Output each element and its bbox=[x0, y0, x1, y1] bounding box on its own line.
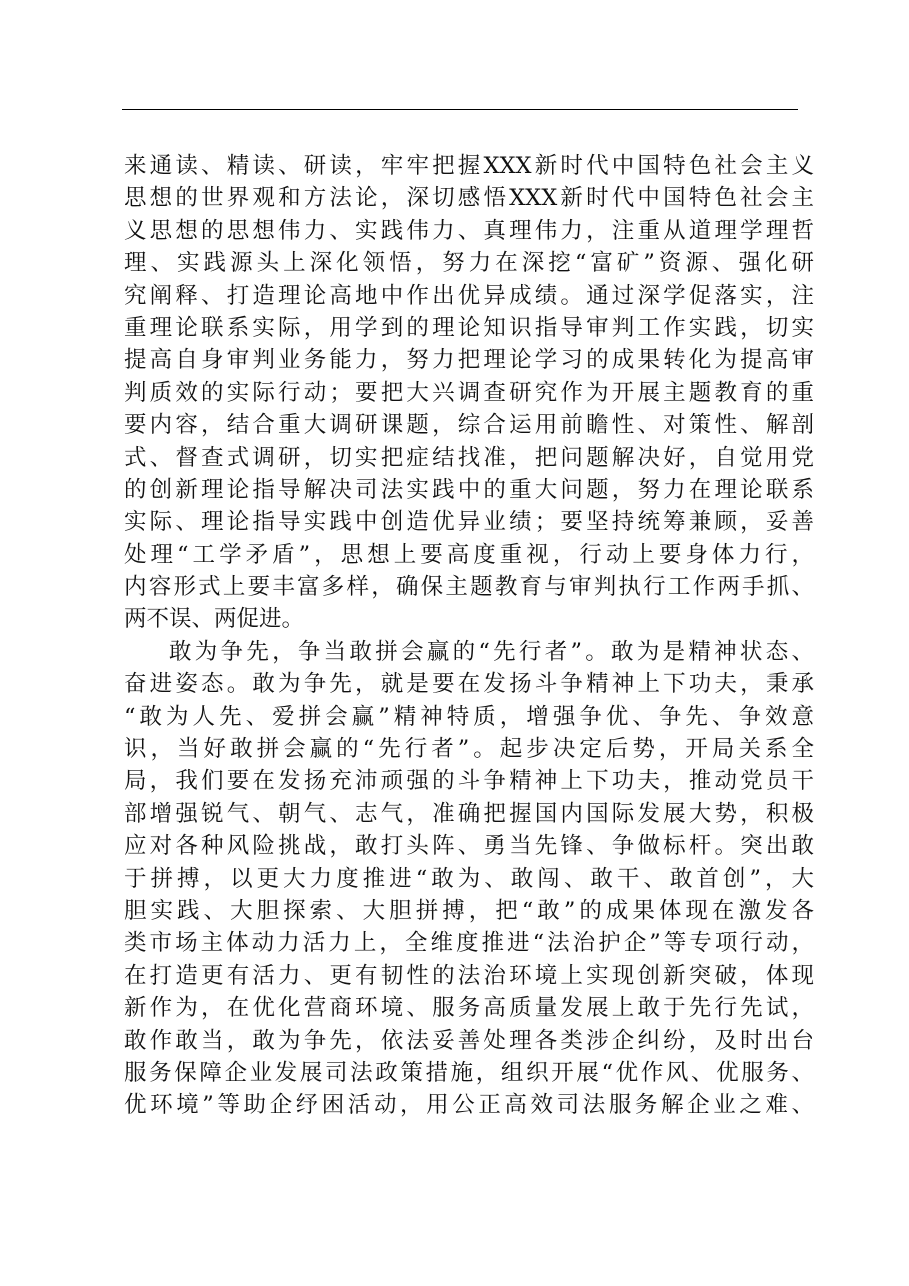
text-line: 要内容，结合重大调研课题，综合运用前瞻性、对策性、解剖 bbox=[124, 412, 814, 439]
text-line: 奋进姿态。敢为争先，就是要在发扬斗争精神上下功夫，秉承 bbox=[124, 671, 814, 698]
text-line: 判质效的实际行动；要把大兴调查研究作为开展主题教育的重 bbox=[124, 379, 814, 406]
text-line: 识，当好敢拼会赢的“先行者”。起步决定后势，开局关系全 bbox=[124, 736, 814, 763]
text-line: 于拼搏，以更大力度推进“敢为、敢闯、敢干、敢首创”，大 bbox=[124, 865, 814, 892]
text-line: 义思想的思想伟力、实践伟力、真理伟力，注重从道理学理哲 bbox=[124, 217, 814, 244]
text-line: 优环境”等助企纾困活动，用公正高效司法服务解企业之难、 bbox=[124, 1092, 814, 1119]
header-rule bbox=[122, 109, 798, 110]
text-line: 实际、理论指导实践中创造优异业绩；要坚持统筹兼顾，妥善 bbox=[124, 509, 814, 536]
text-line: 胆实践、大胆探索、大胆拼搏，把“敢”的成果体现在激发各 bbox=[124, 897, 814, 924]
text-line: 敢作敢当，敢为争先，依法妥善处理各类涉企纠纷，及时出台 bbox=[124, 1027, 814, 1054]
text-line: 应对各种风险挑战，敢打头阵、勇当先锋、争做标杆。突出敢 bbox=[124, 833, 814, 860]
text-line: 内容形式上要丰富多样，确保主题教育与审判执行工作两手抓、 bbox=[124, 574, 814, 601]
text-line: 在打造更有活力、更有韧性的法治环境上实现创新突破，体现 bbox=[124, 962, 814, 989]
text-line: 服务保障企业发展司法政策措施，组织开展“优作风、优服务、 bbox=[124, 1059, 814, 1086]
text-line: 部增强锐气、朝气、志气，准确把握国内国际发展大势，积极 bbox=[124, 800, 814, 827]
body-text bbox=[124, 150, 814, 1122]
paragraph-end-line: 两不误、两促进。 bbox=[124, 606, 305, 633]
text-line: 式、督查式调研，切实把症结找准，把问题解决好，自觉用党 bbox=[124, 444, 814, 471]
text-line: 来通读、精读、研读，牢牢把握XXX新时代中国特色社会主义 bbox=[124, 153, 814, 179]
text-line: 究阐释、打造理论高地中作出优异成绩。通过深学促落实，注 bbox=[124, 282, 814, 309]
text-line: 重理论联系实际，用学到的理论知识指导审判工作实践，切实 bbox=[124, 314, 814, 341]
text-line: 局，我们要在发扬充沛顽强的斗争精神上下功夫，推动党员干 bbox=[124, 768, 814, 795]
text-line: 处理“工学矛盾”，思想上要高度重视，行动上要身体力行， bbox=[124, 541, 814, 568]
text-line: 提高自身审判业务能力，努力把理论学习的成果转化为提高审 bbox=[124, 347, 814, 374]
text-line: 理、实践源头上深化领悟，努力在深挖“富矿”资源、强化研 bbox=[124, 250, 814, 277]
text-line: 思想的世界观和方法论，深切感悟XXX新时代中国特色社会主 bbox=[124, 185, 814, 212]
paragraph-first-line: 敢为争先，争当敢拼会赢的“先行者”。敢为是精神状态、 bbox=[169, 638, 814, 665]
text-line: “敢为人先、爱拼会赢”精神特质，增强争优、争先、争效意 bbox=[124, 703, 814, 730]
text-line: 新作为，在优化营商环境、服务高质量发展上敢于先行先试， bbox=[124, 995, 814, 1022]
text-line: 类市场主体动力活力上，全维度推进“法治护企”等专项行动， bbox=[124, 930, 814, 957]
text-line: 的创新理论指导解决司法实践中的重大问题，努力在理论联系 bbox=[124, 476, 814, 503]
